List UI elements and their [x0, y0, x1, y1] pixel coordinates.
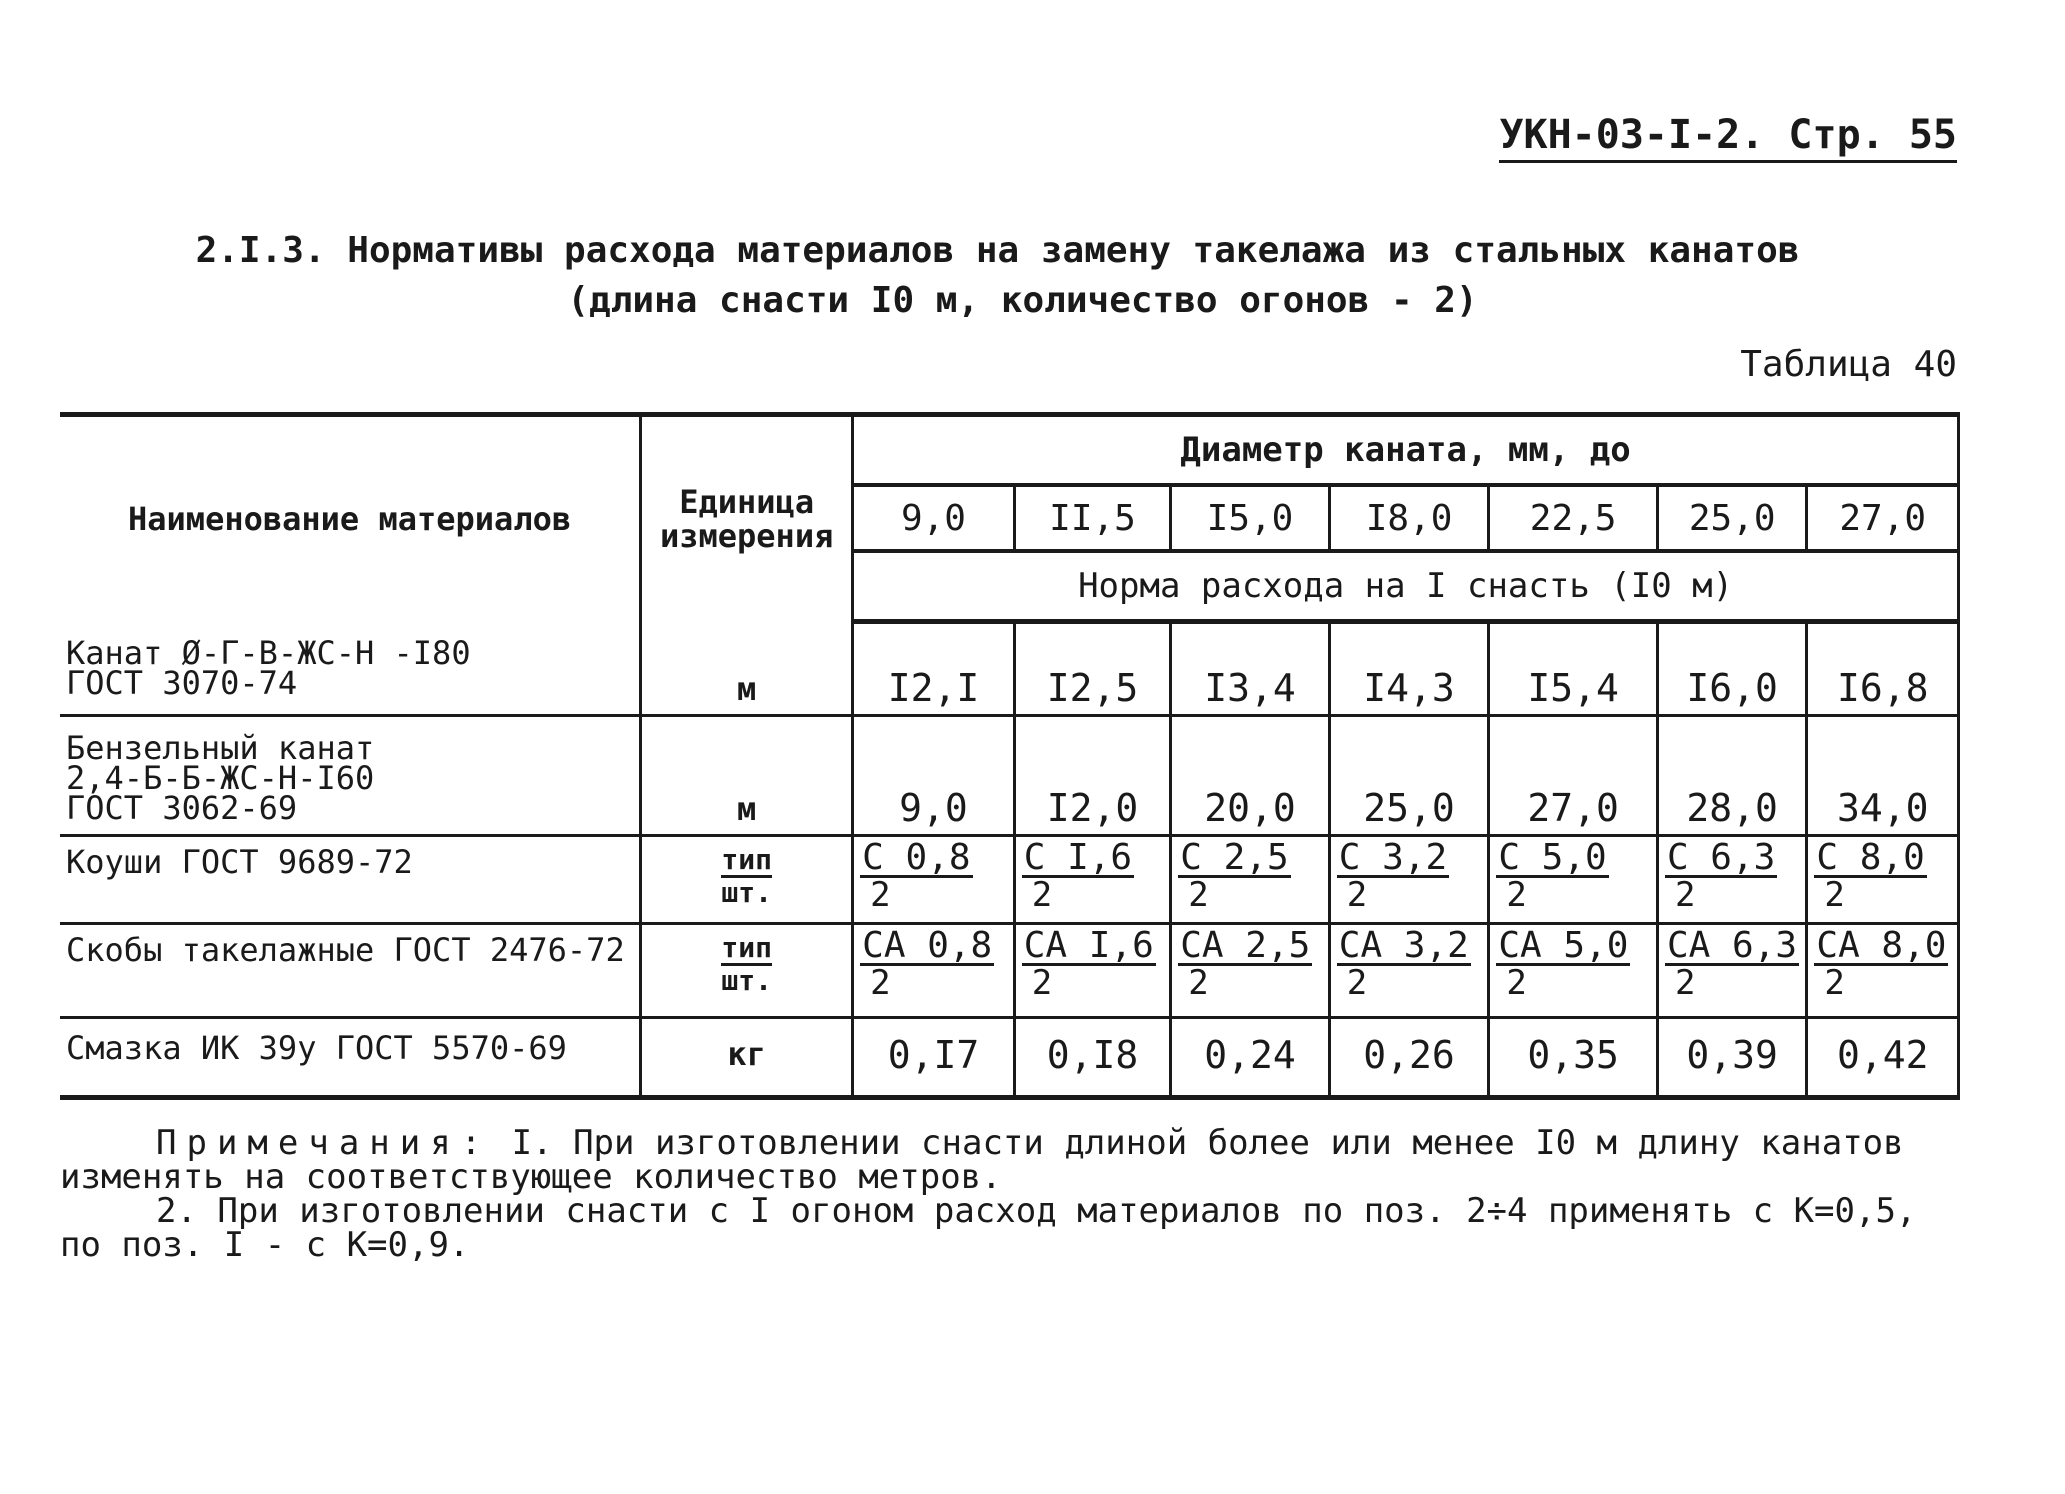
fraction: [860, 925, 994, 1003]
fraction-num: СА 2,5: [1180, 925, 1311, 966]
material-name-line: ГОСТ 3070-74: [66, 663, 298, 702]
fraction-num: СА I,6: [1023, 925, 1154, 966]
fraction: [1665, 925, 1799, 1003]
fraction: [1496, 837, 1608, 915]
fraction: [1178, 837, 1290, 915]
unit-fraction: [721, 933, 772, 996]
value-cell: [1807, 924, 1959, 1018]
unit-top: тип: [721, 931, 772, 964]
unit-bottom: шт.: [721, 964, 772, 997]
fraction-den: 2: [1824, 875, 1845, 915]
fraction: [1022, 837, 1134, 915]
value-cell: [1657, 836, 1806, 924]
value-cell: 34,0: [1807, 716, 1959, 836]
value-cell: I2,5: [1014, 622, 1171, 716]
unit-fraction: [721, 845, 772, 908]
value-cell: 28,0: [1657, 716, 1806, 836]
note-1-cont: изменять на соответствующее количество метров.: [60, 1157, 1002, 1197]
fraction-den: 2: [1346, 963, 1368, 1003]
fraction-num: СА 3,2: [1338, 925, 1469, 966]
material-name: [60, 716, 641, 836]
note-1: [60, 1123, 1980, 1163]
col-header-name: Наименование материалов: [60, 415, 641, 622]
diameter-value: 22,5: [1489, 485, 1658, 551]
fraction: [1337, 925, 1471, 1003]
value-cell: I6,8: [1807, 622, 1959, 716]
table-label: Таблица 40: [1740, 344, 1957, 385]
value-cell: [1014, 836, 1171, 924]
fraction-num: С 0,8: [862, 837, 971, 878]
fraction: [1814, 837, 1926, 915]
note-2-cont: по поз. I - с К=0,9.: [60, 1225, 470, 1265]
fraction-num: СА 6,3: [1666, 925, 1797, 966]
material-name-line: Смазка ИК 39у ГОСТ 5570-69: [66, 1029, 567, 1067]
material-name: [60, 836, 641, 924]
value-cell: [1329, 924, 1489, 1018]
material-name: [60, 1018, 641, 1098]
fraction-den: 2: [1031, 963, 1053, 1003]
value-cell: [853, 924, 1015, 1018]
fraction: [1022, 925, 1156, 1003]
unit-top: тип: [721, 843, 772, 876]
fraction-num: С 3,2: [1338, 837, 1448, 878]
fraction-den: 2: [1031, 875, 1053, 915]
title-line-2: (длина снасти I0 м, количество огонов - 2): [567, 280, 1478, 321]
value-cell: 0,39: [1657, 1018, 1806, 1098]
norm-header: Норма расхода на I снасть (I0 м): [853, 551, 1959, 622]
value-cell: 9,0: [853, 716, 1015, 836]
value-cell: I6,0: [1657, 622, 1806, 716]
value-cell: [1657, 924, 1806, 1018]
table-row: [60, 716, 1959, 836]
value-cell: 20,0: [1171, 716, 1330, 836]
value-cell: 0,35: [1489, 1018, 1658, 1098]
fraction: [1496, 925, 1630, 1003]
fraction: [1337, 837, 1449, 915]
value-cell: [1807, 836, 1959, 924]
unit-cell: м: [641, 716, 853, 836]
value-cell: I3,4: [1171, 622, 1330, 716]
fraction-den: 2: [1506, 963, 1527, 1003]
note-2: 2. При изготовлении снасти с I огоном расход материалов по поз. 2÷4 применять с К=0,5,: [156, 1191, 1917, 1231]
unit-cell: [641, 924, 853, 1018]
fraction-num: С 6,3: [1666, 837, 1776, 878]
fraction-den: 2: [1674, 963, 1696, 1003]
fraction-den: 2: [1674, 875, 1696, 915]
value-cell: I2,0: [1014, 716, 1171, 836]
diameter-header: Диаметр каната, мм, до: [853, 415, 1959, 486]
fraction-num: С I,6: [1023, 837, 1133, 878]
value-cell: I5,4: [1489, 622, 1658, 716]
material-name-line: Скобы такелажные ГОСТ 2476-72: [66, 931, 625, 969]
value-cell: [1171, 924, 1330, 1018]
material-name-line: 2,4-Б-Б-ЖС-Н-I60: [66, 759, 375, 797]
value-cell: 27,0: [1489, 716, 1658, 836]
fraction-den: 2: [1188, 963, 1209, 1003]
diameter-value: II,5: [1014, 485, 1171, 551]
fraction: [1665, 837, 1777, 915]
fraction-den: 2: [870, 963, 891, 1003]
materials-table: [60, 412, 1960, 1100]
material-name-line: ГОСТ 3062-69: [66, 789, 298, 827]
material-name-line: Бензельный канат: [66, 729, 375, 767]
diameter-value: I8,0: [1329, 485, 1489, 551]
fraction-num: СА 8,0: [1816, 925, 1947, 966]
unit-bottom: шт.: [721, 876, 772, 909]
material-name: [60, 924, 641, 1018]
table-row: [60, 1018, 1959, 1098]
value-cell: [1171, 836, 1330, 924]
notes-label: Примечания:: [156, 1123, 492, 1163]
fraction-den: 2: [1188, 875, 1209, 915]
value-cell: 0,26: [1329, 1018, 1489, 1098]
title-line-1: 2.I.3. Нормативы расхода материалов на замену такелажа из стальных канатов: [195, 230, 1800, 271]
unit-cell: кг: [641, 1018, 853, 1098]
material-name-line: Канат Ø-Г-В-ЖС-Н -I80: [66, 633, 471, 672]
fraction-den: 2: [1346, 875, 1368, 915]
section-title: [0, 226, 2065, 326]
table-row: [60, 924, 1959, 1018]
page-header: УКН-03-I-2. Стр. 55: [1499, 112, 1957, 163]
value-cell: 0,I8: [1014, 1018, 1171, 1098]
diameter-value: 25,0: [1657, 485, 1806, 551]
value-cell: 0,42: [1807, 1018, 1959, 1098]
unit-cell: м: [641, 622, 853, 716]
fraction-den: 2: [870, 875, 891, 915]
fraction: [1178, 925, 1312, 1003]
fraction: [1814, 925, 1948, 1003]
note-1-text: I. При изготовлении снасти длиной более или менее I0 м длину канатов: [511, 1123, 1904, 1163]
fraction-num: С 2,5: [1180, 837, 1289, 878]
fraction-den: 2: [1824, 963, 1845, 1003]
material-name-line: Коуши ГОСТ 9689-72: [66, 843, 413, 881]
diameter-value: 9,0: [853, 485, 1015, 551]
value-cell: [853, 836, 1015, 924]
value-cell: [1329, 836, 1489, 924]
col-header-unit: Единица измерения: [641, 415, 853, 622]
fraction-num: С 8,0: [1816, 837, 1925, 878]
value-cell: [1489, 836, 1658, 924]
value-cell: I4,3: [1329, 622, 1489, 716]
value-cell: 0,24: [1171, 1018, 1330, 1098]
diameter-value: I5,0: [1171, 485, 1330, 551]
fraction-den: 2: [1506, 875, 1527, 915]
table-row: [60, 836, 1959, 924]
value-cell: 0,I7: [853, 1018, 1015, 1098]
value-cell: [1014, 924, 1171, 1018]
unit-cell: [641, 836, 853, 924]
diameter-value: 27,0: [1807, 485, 1959, 551]
table-row: [60, 622, 1959, 716]
value-cell: 25,0: [1329, 716, 1489, 836]
fraction-num: СА 0,8: [862, 925, 993, 966]
fraction-num: С 5,0: [1498, 837, 1607, 878]
notes: [60, 1123, 1980, 1265]
value-cell: [1489, 924, 1658, 1018]
material-name: [60, 622, 641, 716]
fraction: [860, 837, 972, 915]
value-cell: I2,I: [853, 622, 1015, 716]
fraction-num: СА 5,0: [1498, 925, 1629, 966]
